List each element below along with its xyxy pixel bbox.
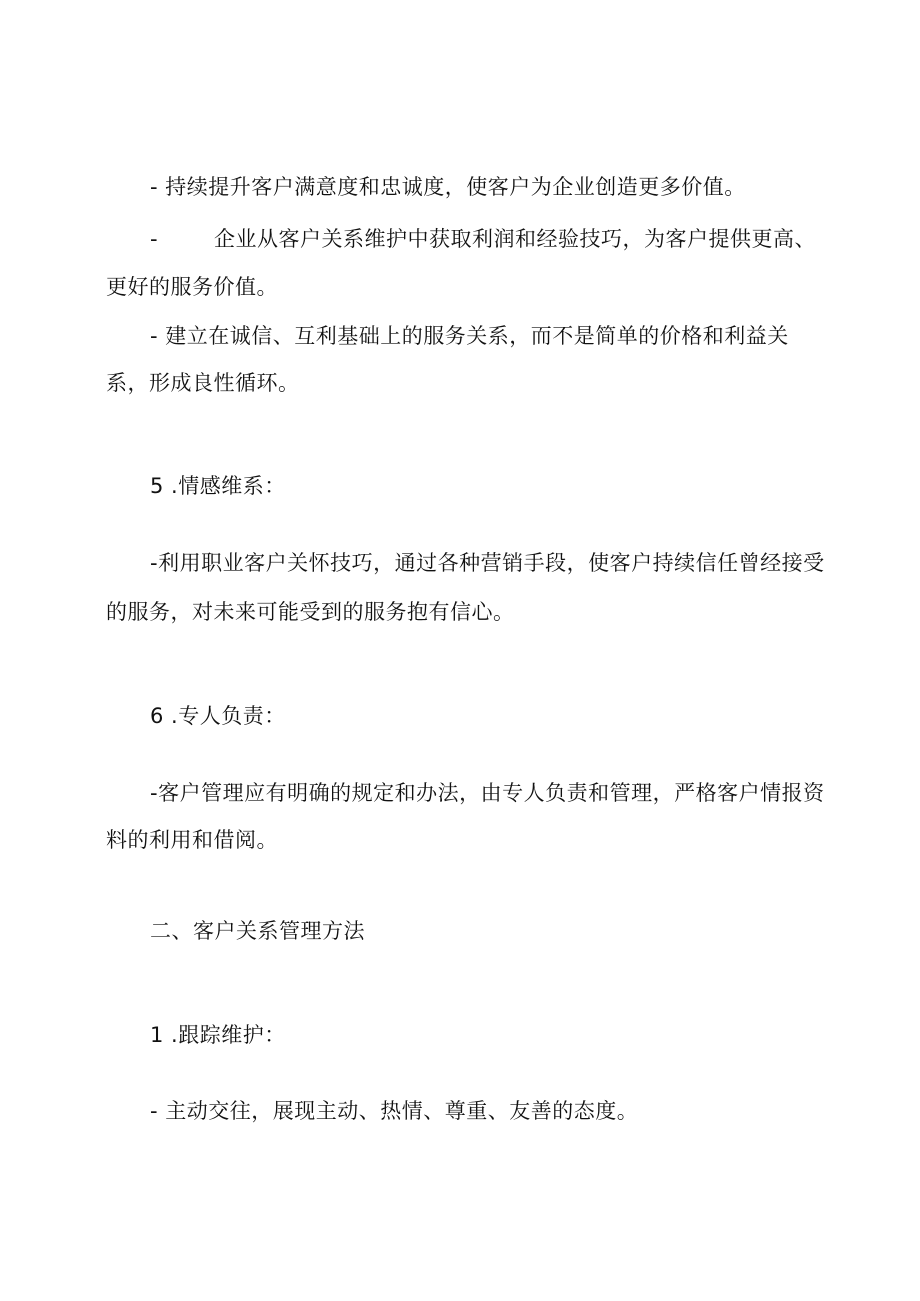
chapter-heading: 二、客户关系管理方法: [150, 919, 365, 943]
section-heading: 6 .专人负责：: [150, 704, 286, 728]
section-heading: 1 .跟踪维护：: [150, 1023, 286, 1047]
paragraph-line: - 持续提升客户满意度和忠诚度，使客户为企业创造更多价值。: [150, 175, 746, 199]
paragraph-line: 更好的服务价值。: [106, 275, 278, 299]
paragraph-line: - 建立在诚信、互利基础上的服务关系，而不是简单的价格和利益关: [150, 324, 789, 348]
paragraph-line: -客户管理应有明确的规定和办法，由专人负责和管理，严格客户情报资: [150, 781, 825, 805]
paragraph-line-dash: -: [150, 227, 159, 251]
section-heading: 5 .情感维系：: [150, 474, 286, 498]
paragraph-line: 系，形成良性循环。: [106, 371, 300, 395]
paragraph-line: 企业从客户关系维护中获取利润和经验技巧，为客户提供更高、: [214, 227, 816, 251]
paragraph-line: 的服务，对未来可能受到的服务抱有信心。: [106, 600, 515, 624]
paragraph-line: 料的利用和借阅。: [106, 828, 278, 852]
paragraph-line: -利用职业客户关怀技巧，通过各种营销手段，使客户持续信任曾经接受: [150, 551, 825, 575]
paragraph-line: - 主动交往，展现主动、热情、尊重、友善的态度。: [150, 1099, 639, 1123]
